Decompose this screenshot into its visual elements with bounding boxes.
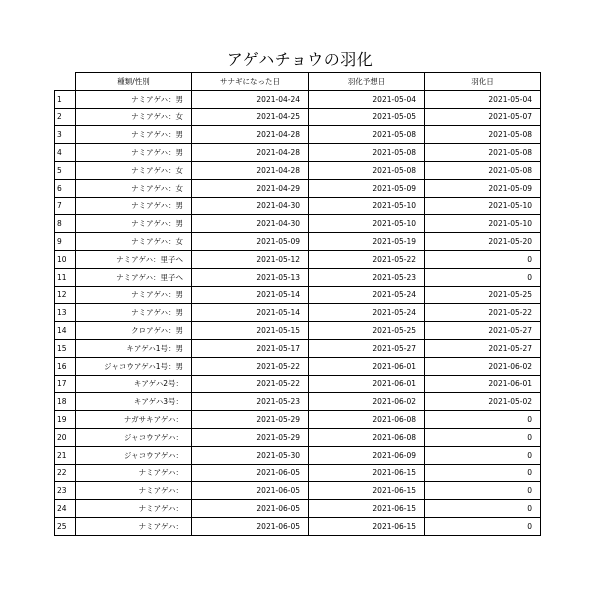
table-row — [55, 517, 541, 535]
expected-date-cell: 2021-06-09 — [309, 446, 425, 464]
expected-date-cell: 2021-06-15 — [309, 500, 425, 518]
kind-cell: ナミアゲハ：女 — [76, 179, 192, 197]
page-title: アゲハチョウの羽化 — [226, 50, 374, 69]
emerged-date-cell: 2021-05-27 — [425, 322, 541, 340]
kind-cell: ナミアゲハ：里子へ — [76, 250, 192, 268]
table-row — [55, 428, 541, 446]
table-row — [55, 339, 541, 357]
row-number: 17 — [55, 375, 76, 393]
expected-date-cell: 2021-05-24 — [309, 286, 425, 304]
expected-date-cell: 2021-05-22 — [309, 250, 425, 268]
table-row — [55, 144, 541, 162]
emerged-date-cell: 2021-05-20 — [425, 233, 541, 251]
row-number: 25 — [55, 517, 76, 535]
table-body — [55, 90, 541, 535]
expected-date-cell: 2021-05-08 — [309, 161, 425, 179]
kind-cell: ジャコウアゲハ： — [76, 446, 192, 464]
kind-cell: ナガサキアゲハ： — [76, 411, 192, 429]
table-row — [55, 411, 541, 429]
kind-cell: ナミアゲハ：女 — [76, 108, 192, 126]
row-number: 2 — [55, 108, 76, 126]
emerged-date-cell: 2021-05-09 — [425, 179, 541, 197]
row-number: 18 — [55, 393, 76, 411]
row-number: 22 — [55, 464, 76, 482]
corner-cell — [55, 73, 76, 91]
table-row — [55, 393, 541, 411]
pupa-date-cell: 2021-05-23 — [192, 393, 309, 411]
emerged-date-cell: 0 — [425, 464, 541, 482]
kind-cell: ナミアゲハ： — [76, 517, 192, 535]
row-number: 14 — [55, 322, 76, 340]
emerged-date-cell: 2021-05-08 — [425, 126, 541, 144]
row-number: 19 — [55, 411, 76, 429]
emerged-date-cell: 2021-05-27 — [425, 339, 541, 357]
emerged-date-cell: 2021-05-04 — [425, 90, 541, 108]
row-number: 16 — [55, 357, 76, 375]
row-number: 4 — [55, 144, 76, 162]
table-row — [55, 446, 541, 464]
row-number: 5 — [55, 161, 76, 179]
emerged-date-cell: 0 — [425, 428, 541, 446]
expected-date-cell: 2021-05-04 — [309, 90, 425, 108]
pupa-date-cell: 2021-04-25 — [192, 108, 309, 126]
row-number: 10 — [55, 250, 76, 268]
row-number: 6 — [55, 179, 76, 197]
expected-date-cell: 2021-06-08 — [309, 428, 425, 446]
emerged-date-cell: 0 — [425, 411, 541, 429]
emerged-date-cell: 0 — [425, 268, 541, 286]
table-row — [55, 197, 541, 215]
table-row — [55, 233, 541, 251]
pupa-date-cell: 2021-05-30 — [192, 446, 309, 464]
pupa-date-cell: 2021-04-28 — [192, 161, 309, 179]
emerged-date-cell: 2021-05-25 — [425, 286, 541, 304]
table-row — [55, 179, 541, 197]
expected-date-cell: 2021-05-05 — [309, 108, 425, 126]
row-number: 15 — [55, 339, 76, 357]
pupa-date-cell: 2021-05-09 — [192, 233, 309, 251]
kind-cell: ナミアゲハ：男 — [76, 90, 192, 108]
emerged-date-cell: 2021-06-02 — [425, 357, 541, 375]
header-expected-date: 羽化予想日 — [309, 73, 425, 91]
expected-date-cell: 2021-06-15 — [309, 517, 425, 535]
row-number: 9 — [55, 233, 76, 251]
expected-date-cell: 2021-06-02 — [309, 393, 425, 411]
header-emerged-date: 羽化日 — [425, 73, 541, 91]
expected-date-cell: 2021-05-25 — [309, 322, 425, 340]
expected-date-cell: 2021-05-24 — [309, 304, 425, 322]
kind-cell: ナミアゲハ： — [76, 482, 192, 500]
pupa-date-cell: 2021-05-22 — [192, 357, 309, 375]
kind-cell: キアゲハ3号： — [76, 393, 192, 411]
kind-cell: ナミアゲハ：男 — [76, 304, 192, 322]
row-number: 20 — [55, 428, 76, 446]
table-row — [55, 375, 541, 393]
table-row — [55, 250, 541, 268]
row-number: 13 — [55, 304, 76, 322]
header-row — [55, 73, 541, 91]
pupa-date-cell: 2021-05-12 — [192, 250, 309, 268]
emergence-table — [54, 72, 541, 536]
pupa-date-cell: 2021-05-17 — [192, 339, 309, 357]
emerged-date-cell: 2021-05-10 — [425, 215, 541, 233]
pupa-date-cell: 2021-05-29 — [192, 411, 309, 429]
row-number: 1 — [55, 90, 76, 108]
table-row — [55, 268, 541, 286]
emerged-date-cell: 0 — [425, 517, 541, 535]
emerged-date-cell: 2021-05-10 — [425, 197, 541, 215]
emerged-date-cell: 0 — [425, 500, 541, 518]
pupa-date-cell: 2021-05-14 — [192, 304, 309, 322]
table-row — [55, 304, 541, 322]
expected-date-cell: 2021-05-08 — [309, 126, 425, 144]
table-row — [55, 286, 541, 304]
pupa-date-cell: 2021-05-14 — [192, 286, 309, 304]
row-number: 7 — [55, 197, 76, 215]
row-number: 3 — [55, 126, 76, 144]
table-row — [55, 322, 541, 340]
kind-cell: ジャコウアゲハ： — [76, 428, 192, 446]
kind-cell: キアゲハ1号：男 — [76, 339, 192, 357]
table-row — [55, 161, 541, 179]
expected-date-cell: 2021-05-10 — [309, 215, 425, 233]
expected-date-cell: 2021-06-08 — [309, 411, 425, 429]
emerged-date-cell: 2021-05-07 — [425, 108, 541, 126]
pupa-date-cell: 2021-05-29 — [192, 428, 309, 446]
expected-date-cell: 2021-05-23 — [309, 268, 425, 286]
table-row — [55, 215, 541, 233]
kind-cell: ナミアゲハ：男 — [76, 197, 192, 215]
kind-cell: ナミアゲハ：男 — [76, 286, 192, 304]
kind-cell: ナミアゲハ：女 — [76, 233, 192, 251]
row-number: 11 — [55, 268, 76, 286]
kind-cell: ナミアゲハ： — [76, 500, 192, 518]
pupa-date-cell: 2021-04-30 — [192, 215, 309, 233]
pupa-date-cell: 2021-05-13 — [192, 268, 309, 286]
kind-cell: ナミアゲハ：男 — [76, 215, 192, 233]
pupa-date-cell: 2021-05-22 — [192, 375, 309, 393]
table-row — [55, 500, 541, 518]
kind-cell: ナミアゲハ：女 — [76, 161, 192, 179]
header-pupa-date: サナギになった日 — [192, 73, 309, 91]
table-row — [55, 482, 541, 500]
emerged-date-cell: 0 — [425, 250, 541, 268]
emerged-date-cell: 0 — [425, 482, 541, 500]
kind-cell: ナミアゲハ：男 — [76, 144, 192, 162]
pupa-date-cell: 2021-06-05 — [192, 517, 309, 535]
emerged-date-cell: 2021-06-01 — [425, 375, 541, 393]
row-number: 21 — [55, 446, 76, 464]
header-kind: 種類/性別 — [76, 73, 192, 91]
expected-date-cell: 2021-06-15 — [309, 482, 425, 500]
row-number: 24 — [55, 500, 76, 518]
table-row — [55, 90, 541, 108]
pupa-date-cell: 2021-04-28 — [192, 126, 309, 144]
expected-date-cell: 2021-05-08 — [309, 144, 425, 162]
kind-cell: クロアゲハ：男 — [76, 322, 192, 340]
pupa-date-cell: 2021-04-29 — [192, 179, 309, 197]
expected-date-cell: 2021-06-01 — [309, 375, 425, 393]
expected-date-cell: 2021-06-15 — [309, 464, 425, 482]
table-row — [55, 126, 541, 144]
table-row — [55, 108, 541, 126]
pupa-date-cell: 2021-05-15 — [192, 322, 309, 340]
emerged-date-cell: 2021-05-02 — [425, 393, 541, 411]
pupa-date-cell: 2021-06-05 — [192, 500, 309, 518]
row-number: 8 — [55, 215, 76, 233]
pupa-date-cell: 2021-06-05 — [192, 464, 309, 482]
kind-cell: ナミアゲハ： — [76, 464, 192, 482]
table-row — [55, 464, 541, 482]
emerged-date-cell: 2021-05-08 — [425, 161, 541, 179]
pupa-date-cell: 2021-04-30 — [192, 197, 309, 215]
emerged-date-cell: 0 — [425, 446, 541, 464]
expected-date-cell: 2021-05-27 — [309, 339, 425, 357]
pupa-date-cell: 2021-04-24 — [192, 90, 309, 108]
pupa-date-cell: 2021-06-05 — [192, 482, 309, 500]
expected-date-cell: 2021-05-10 — [309, 197, 425, 215]
expected-date-cell: 2021-05-09 — [309, 179, 425, 197]
row-number: 23 — [55, 482, 76, 500]
kind-cell: ナミアゲハ：里子へ — [76, 268, 192, 286]
row-number: 12 — [55, 286, 76, 304]
expected-date-cell: 2021-06-01 — [309, 357, 425, 375]
kind-cell: ジャコウアゲハ1号：男 — [76, 357, 192, 375]
table-row — [55, 357, 541, 375]
kind-cell: キアゲハ2号： — [76, 375, 192, 393]
emerged-date-cell: 2021-05-22 — [425, 304, 541, 322]
kind-cell: ナミアゲハ：男 — [76, 126, 192, 144]
pupa-date-cell: 2021-04-28 — [192, 144, 309, 162]
expected-date-cell: 2021-05-19 — [309, 233, 425, 251]
emerged-date-cell: 2021-05-08 — [425, 144, 541, 162]
